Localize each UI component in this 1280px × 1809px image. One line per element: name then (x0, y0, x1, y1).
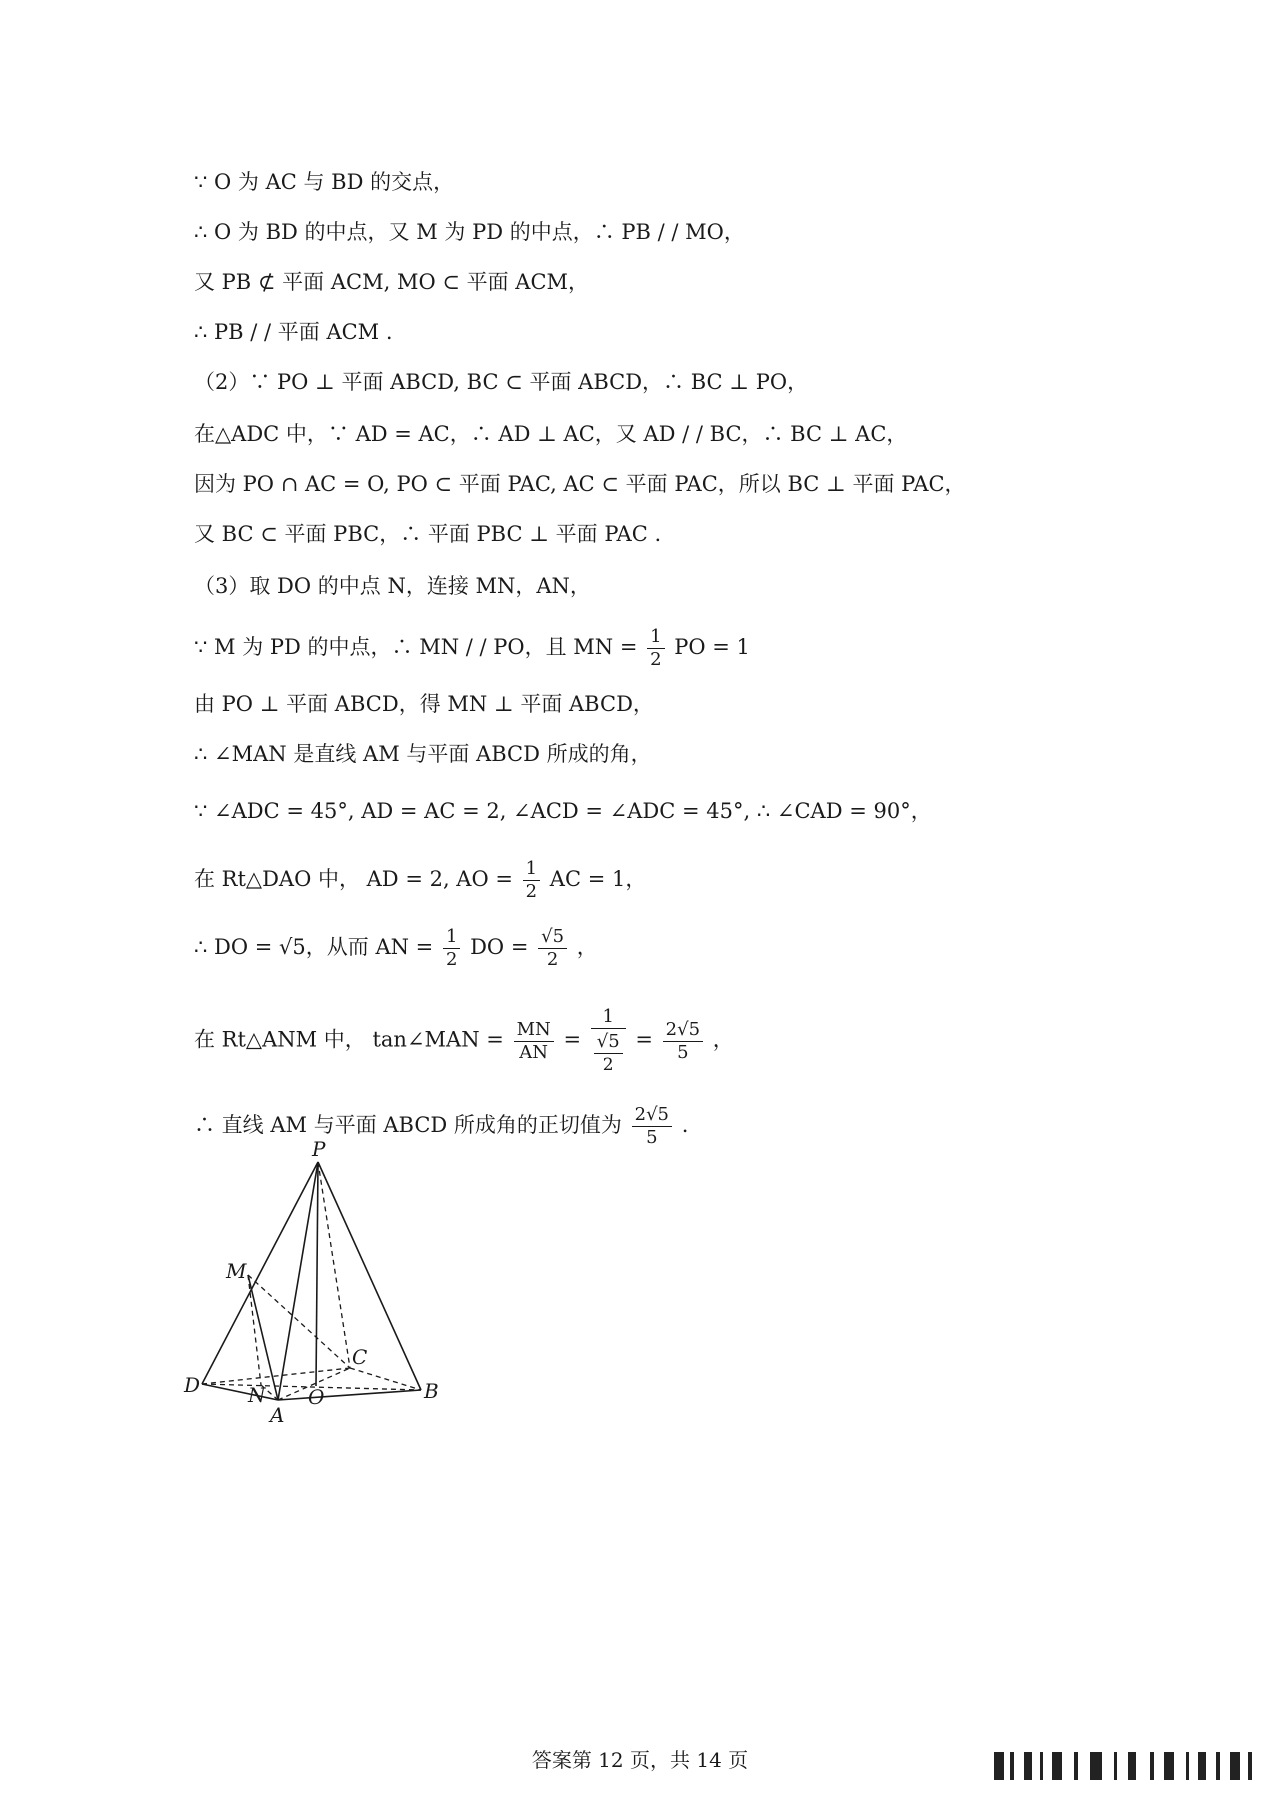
numerator: √5 (538, 926, 567, 949)
label-P: P (312, 1137, 326, 1161)
edge-CB (350, 1368, 421, 1390)
text-segment: 在 Rt△ANM 中， tan∠MAN = (194, 1027, 504, 1052)
text-segment: ∵ M 为 PD 的中点，∴ MN / / PO，且 MN = (194, 635, 638, 659)
label-M: M (226, 1259, 247, 1283)
compound-fraction (591, 1006, 626, 1076)
text-segment: AC = 1， (549, 867, 647, 891)
text-line-12: ∴ ∠MAN 是直线 AM 与平面 ABCD 所成的角， (194, 742, 652, 766)
edge-PB (318, 1162, 421, 1390)
text-segment: ∴ 直线 AM 与平面 ABCD 所成角的正切值为 (194, 1113, 622, 1137)
pyramid-figure (184, 1137, 468, 1430)
denominator: 2 (546, 949, 559, 970)
text-line-11: 由 PO ⊥ 平面 ABCD，得 MN ⊥ 平面 ABCD， (194, 692, 654, 716)
label-D: D (184, 1373, 201, 1397)
numerator: 2√5 (663, 1019, 703, 1042)
fraction (514, 1019, 554, 1064)
edge-PD (202, 1162, 318, 1384)
label-C: C (352, 1345, 368, 1369)
fraction (538, 926, 567, 971)
numerator: 1 (647, 626, 664, 649)
text-segment: . (681, 1113, 689, 1137)
edge-PO (316, 1162, 318, 1386)
text-line-8: 又 BC ⊂ 平面 PBC，∴ 平面 PBC ⊥ 平面 PAC . (194, 522, 662, 546)
fraction (632, 1104, 672, 1149)
fraction (647, 626, 664, 671)
inner-fraction (594, 1031, 623, 1076)
page-footer: 答案第 12 页，共 14 页 (531, 1748, 749, 1772)
text-segment: ， (712, 1027, 734, 1052)
fraction (663, 1019, 703, 1064)
denominator: 2 (525, 881, 538, 902)
text-line-10 (194, 626, 750, 671)
text-segment: = (563, 1027, 582, 1052)
numerator: √5 (594, 1031, 623, 1054)
text-segment: DO = (470, 935, 529, 959)
numerator: 1 (591, 1006, 626, 1029)
text-segment: ∴ DO = √5，从而 AN = (194, 935, 434, 959)
edge-PA (278, 1162, 318, 1400)
denominator (591, 1029, 626, 1076)
numerator: 2√5 (632, 1104, 672, 1127)
edge-AB (278, 1390, 421, 1400)
text-segment: 在 Rt△DAO 中， AD = 2, AO = (194, 867, 513, 891)
denominator: 5 (677, 1041, 689, 1063)
numerator: 1 (443, 926, 460, 949)
text-line-5: （2）∵ PO ⊥ 平面 ABCD, BC ⊂ 平面 ABCD，∴ BC ⊥ PO， (194, 370, 809, 394)
edge-MA (248, 1275, 278, 1400)
label-B: B (424, 1379, 439, 1403)
denominator: 2 (650, 649, 662, 670)
denominator: 2 (445, 949, 458, 970)
numerator: MN (514, 1019, 554, 1042)
text-line-13: ∵ ∠ADC = 45°, AD = AC = 2, ∠ACD = ∠ADC = 45°, ∴ ∠CAD = 90°， (194, 799, 932, 823)
text-line-9: （3）取 DO 的中点 N，连接 MN，AN， (194, 574, 591, 598)
text-line-3: 又 PB ⊄ 平面 ACM, MO ⊂ 平面 ACM， (194, 270, 590, 294)
denominator: 2 (602, 1055, 614, 1075)
numerator: 1 (523, 858, 540, 881)
text-line-6: 在△ADC 中，∵ AD = AC，∴ AD ⊥ AC，又 AD / / BC，∴ BC ⊥ AC， (194, 422, 908, 446)
text-line-16 (194, 1006, 734, 1076)
text-line-4: ∴ PB / / 平面 ACM . (194, 320, 393, 344)
edge-MC (248, 1275, 350, 1368)
fraction (443, 926, 460, 971)
label-N: N (248, 1383, 266, 1407)
text-segment: = (635, 1027, 653, 1052)
text-line-14 (194, 858, 646, 903)
fraction (523, 858, 540, 903)
edge-PC (318, 1162, 350, 1368)
scan-mark-icon (994, 1748, 1256, 1784)
text-line-15 (194, 926, 598, 971)
text-segment: PO = 1 (674, 635, 750, 659)
label-A: A (270, 1403, 285, 1427)
denominator: AN (519, 1041, 549, 1063)
text-line-1: ∵ O 为 AC 与 BD 的交点， (194, 170, 455, 194)
denominator: 5 (646, 1127, 658, 1148)
label-O: O (308, 1385, 325, 1409)
text-segment: ， (576, 935, 598, 959)
text-line-2: ∴ O 为 BD 的中点，又 M 为 PD 的中点，∴ PB / / MO， (194, 220, 745, 244)
text-line-7: 因为 PO ∩ AC = O, PO ⊂ 平面 PAC, AC ⊂ 平面 PAC，所以 BC ⊥ 平面 PAC， (194, 472, 966, 496)
edge-DC (202, 1368, 350, 1384)
